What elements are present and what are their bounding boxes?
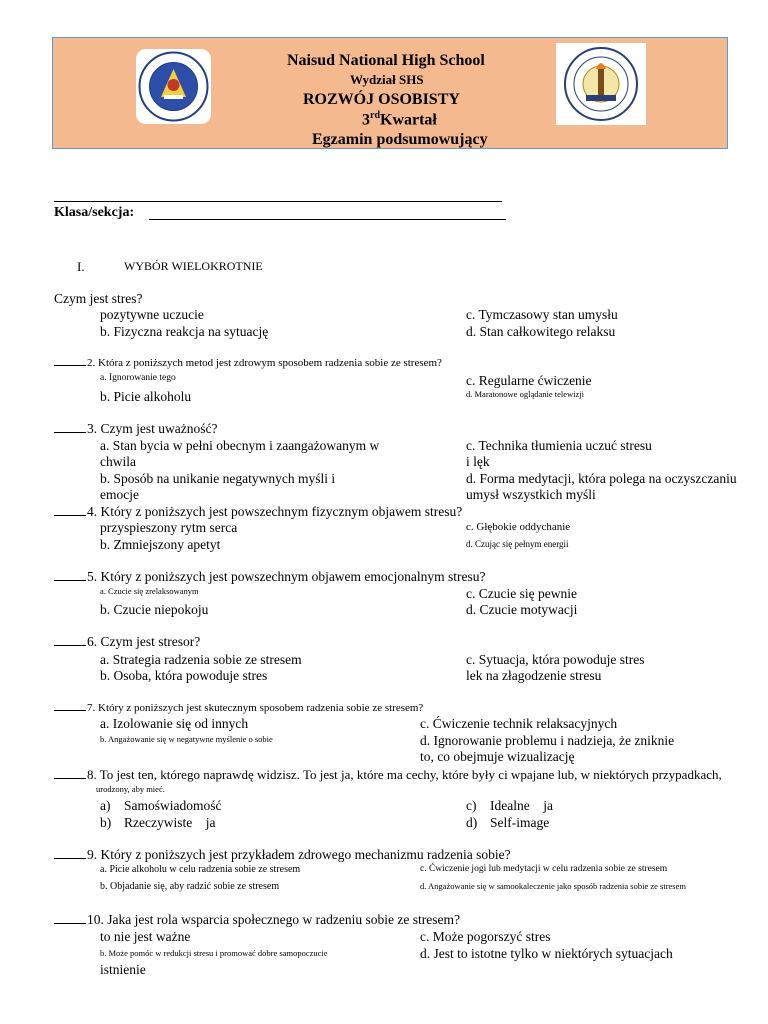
answer-blank-3[interactable]: [54, 422, 86, 433]
q6-option-c: c. Sytuacja, która powoduje stres: [466, 652, 645, 667]
question-2-text: 2. Która z poniższych metod jest zdrowym sposobem radzenia sobie ze stresem?: [87, 357, 442, 369]
quarter-number: 3: [362, 111, 370, 129]
question-5: [54, 569, 486, 585]
q6-option-d: lek na złagodzenie stresu: [466, 668, 602, 683]
q4-option-b: b. Zmniejszony apetyt: [100, 537, 221, 552]
answer-blank-7[interactable]: [54, 700, 86, 711]
q8-option-b: Rzeczywiste ja: [124, 815, 216, 830]
question-4: [54, 504, 462, 520]
q8-option-d: Self-image: [490, 815, 550, 830]
q3-option-d-line2: umysł wszystkich myśli: [466, 487, 596, 502]
question-7-text: 7. Który z poniższych jest skutecznym sposobem radzenia sobie ze stresem?: [87, 702, 424, 714]
section-title: WYBÓR WIELOKROTNIE: [124, 259, 263, 273]
question-8-text: 8. To jest ten, którego naprawdę widzisz. To jest ja, które ma cechy, które były ci wpajane lub, w niektórych przypadkach,: [87, 767, 722, 782]
q8-option-c-letter: c): [466, 798, 477, 813]
q4-option-a: przyspieszony rytm serca: [100, 520, 238, 535]
q7-option-d-line2: to, co obejmuje wizualizację: [420, 749, 575, 764]
answer-blank-6[interactable]: [54, 635, 86, 646]
quarter-label: Kwartał: [380, 111, 437, 129]
q1-option-c: c. Tymczasowy stan umysłu: [466, 307, 618, 322]
q8-option-a-letter: a): [100, 798, 111, 813]
question-4-text: 4. Który z poniższych jest powszechnym fizycznym objawem stresu?: [87, 504, 463, 519]
q2-option-c: c. Regularne ćwiczenie: [466, 373, 592, 388]
division-name: Wydział SHS: [350, 72, 424, 87]
q3-option-c-line1: c. Technika tłumienia uczuć stresu: [466, 438, 652, 453]
subject-title: ROZWÓJ OSOBISTY: [303, 91, 460, 108]
school-name: Naisud National High School: [287, 52, 485, 69]
name-field-line[interactable]: [54, 201, 502, 202]
question-5-text: 5. Który z poniższych jest powszechnym objawem emocjonalnym stresu?: [87, 569, 486, 584]
question-3-text: 3. Czym jest uważność?: [87, 421, 218, 436]
q4-option-d: d. Czując się pełnym energii: [466, 539, 569, 549]
q5-option-c: c. Czucie się pewnie: [466, 586, 577, 601]
class-section-field-line[interactable]: [149, 219, 506, 220]
q7-option-b: b. Angażowanie się w negatywne myślenie o sobie: [100, 734, 273, 744]
section-number: I.: [77, 259, 85, 274]
exam-title: Egzamin podsumowujący: [312, 131, 488, 148]
answer-blank-8[interactable]: [54, 768, 86, 779]
q4-option-c: c. Głębokie oddychanie: [466, 521, 571, 533]
school-seal-icon: [556, 43, 646, 125]
q10-option-a: to nie jest ważne: [100, 929, 191, 944]
q3-option-b-line1: b. Sposób na unikanie negatywnych myśli i: [100, 471, 336, 486]
q3-option-b-line2: emocje: [100, 487, 139, 502]
q2-option-d: d. Maratonowe oglądanie telewizji: [466, 389, 585, 399]
answer-blank-5[interactable]: [54, 570, 86, 581]
q2-option-a: a. Ignorowanie tego: [100, 373, 176, 383]
question-6: [54, 634, 200, 650]
question-8-text-line2: urodzony, aby mieć.: [96, 784, 165, 794]
q10-option-b-line2: istnienie: [100, 962, 146, 977]
class-section-label: Klasa/sekcja:: [54, 205, 135, 220]
q1-option-d: d. Stan całkowitego relaksu: [466, 324, 616, 339]
q8-option-b-letter: b): [100, 815, 112, 830]
q10-option-c: c. Może pogorszyć stres: [420, 929, 551, 944]
school-seal-logo: [556, 43, 646, 125]
q5-option-d: d. Czucie motywacji: [466, 602, 578, 617]
question-9: [54, 847, 511, 863]
answer-blank-10[interactable]: [54, 913, 86, 924]
question-2: [54, 355, 442, 369]
q2-option-b: b. Picie alkoholu: [100, 389, 192, 404]
q9-option-b: b. Objadanie się, aby radzić sobie ze stresem: [100, 881, 280, 892]
quarter-title: [362, 110, 437, 129]
q9-option-d: d. Angażowanie się w samookaleczenie jako sposób radzenia sobie ze stresem: [420, 881, 687, 891]
q6-option-a: a. Strategia radzenia sobie ze stresem: [100, 652, 302, 667]
quarter-suffix: rd: [370, 110, 380, 121]
question-6-text: 6. Czym jest stresor?: [87, 634, 201, 649]
answer-blank-9[interactable]: [54, 848, 86, 859]
question-10: [54, 912, 460, 928]
q8-option-d-letter: d): [466, 815, 478, 830]
q7-option-c: c. Ćwiczenie technik relaksacyjnych: [420, 716, 618, 731]
q3-option-a-line2: chwila: [100, 454, 136, 469]
deped-seal-icon: [136, 49, 211, 124]
q6-option-b: b. Osoba, która powoduje stres: [100, 668, 268, 683]
q3-option-c-line2: i lęk: [466, 454, 490, 469]
q9-option-a: a. Picie alkoholu w celu radzenia sobie ze stresem: [100, 864, 301, 875]
answer-blank-2[interactable]: [54, 355, 86, 366]
q10-option-b: b. Może pomóc w redukcji stresu i promować dobre samopoczucie: [100, 948, 328, 958]
question-3: [54, 421, 217, 437]
q5-option-b: b. Czucie niepokoju: [100, 602, 209, 617]
q8-option-a: Samoświadomość: [124, 798, 222, 813]
q5-option-a: a. Czucie się zrelaksowanym: [100, 586, 199, 596]
q7-option-a: a. Izolowanie się od innych: [100, 716, 249, 731]
q1-option-b: b. Fizyczna reakcja na sytuację: [100, 324, 269, 339]
q1-option-a: pozytywne uczucie: [100, 307, 204, 322]
q9-option-c: c. Ćwiczenie jogi lub medytacji w celu radzenia sobie ze stresem: [420, 864, 668, 874]
question-10-text: 10. Jaka jest rola wsparcia społecznego w radzeniu sobie ze stresem?: [87, 912, 460, 927]
q3-option-a-line1: a. Stan bycia w pełni obecnym i zaangażowanym w: [100, 438, 380, 453]
question-7: [54, 700, 423, 714]
q10-option-d: d. Jest to istotne tylko w niektórych sytuacjach: [420, 946, 673, 961]
deped-seal-logo: [136, 49, 211, 124]
q7-option-d-line1: d. Ignorowanie problemu i nadzieja, że zniknie: [420, 733, 675, 748]
q8-option-c: Idealne ja: [490, 798, 553, 813]
question-8: [54, 767, 722, 783]
q3-option-d-line1: d. Forma medytacji, która polega na oczyszczaniu: [466, 471, 737, 486]
question-9-text: 9. Który z poniższych jest przykładem zdrowego mechanizmu radzenia sobie?: [87, 847, 511, 862]
answer-blank-4[interactable]: [54, 505, 86, 516]
question-1-text: Czym jest stres?: [54, 291, 143, 306]
